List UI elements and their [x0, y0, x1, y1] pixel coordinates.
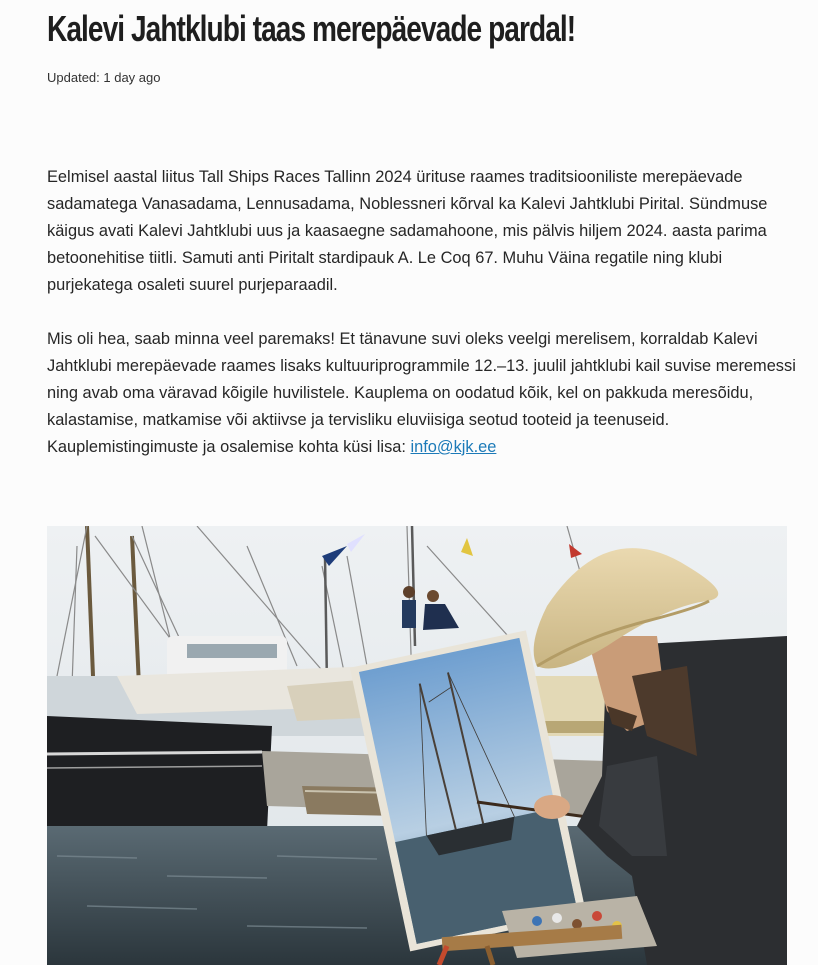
harbor-painter-illustration [47, 526, 787, 965]
article-paragraph-2 [47, 326, 797, 461]
updated-timestamp: Updated: 1 day ago [47, 70, 161, 85]
paragraph-2-text: Mis oli hea, saab minna veel paremaks! Et tänavune suvi oleks veelgi merelisem, korraldab Kalevi Jahtklubi merepäevade raames lisaks kultuuriprogrammile 12.–13. juulil jahtklubi kail suvise meremessi ning avab oma väravad kõigile huvilistele. Kauplema on oodatud kõik, kel on pakkuda meresõidu, kalastamise, matkamise või aktiivse ja tervisliku eluviisiga seotud tooteid ja teenuseid. Kauplemistingimuste ja osalemise kohta küsi lisa: [47, 330, 796, 456]
article-paragraph-1 [47, 164, 797, 299]
email-link[interactable]: info@kjk.ee [410, 438, 497, 456]
paragraph-1-text: Eelmisel aastal liitus Tall Ships Races Tallinn 2024 ürituse raames traditsiooniliste merepäevade sadamatega Vanasadama, Lennusadama, Noblessneri kõrval ka Kalevi Jahtklubi Pirital. Sündmuse käigus avati Kalevi Jahtklubi uus ja kaasaegne sadamahoone, mis pälvis hiljem 2024. aasta parima betoonehitise tiitli. Samuti anti Piritalt stardipauk A. Le Coq 67. Muhu Väina regatile ning klubi purjekatega osaleti suurel purjeparaadil. [47, 168, 768, 294]
article-photo [47, 526, 787, 965]
article-title: Kalevi Jahtklubi taas merepäevade pardal! [47, 8, 576, 49]
